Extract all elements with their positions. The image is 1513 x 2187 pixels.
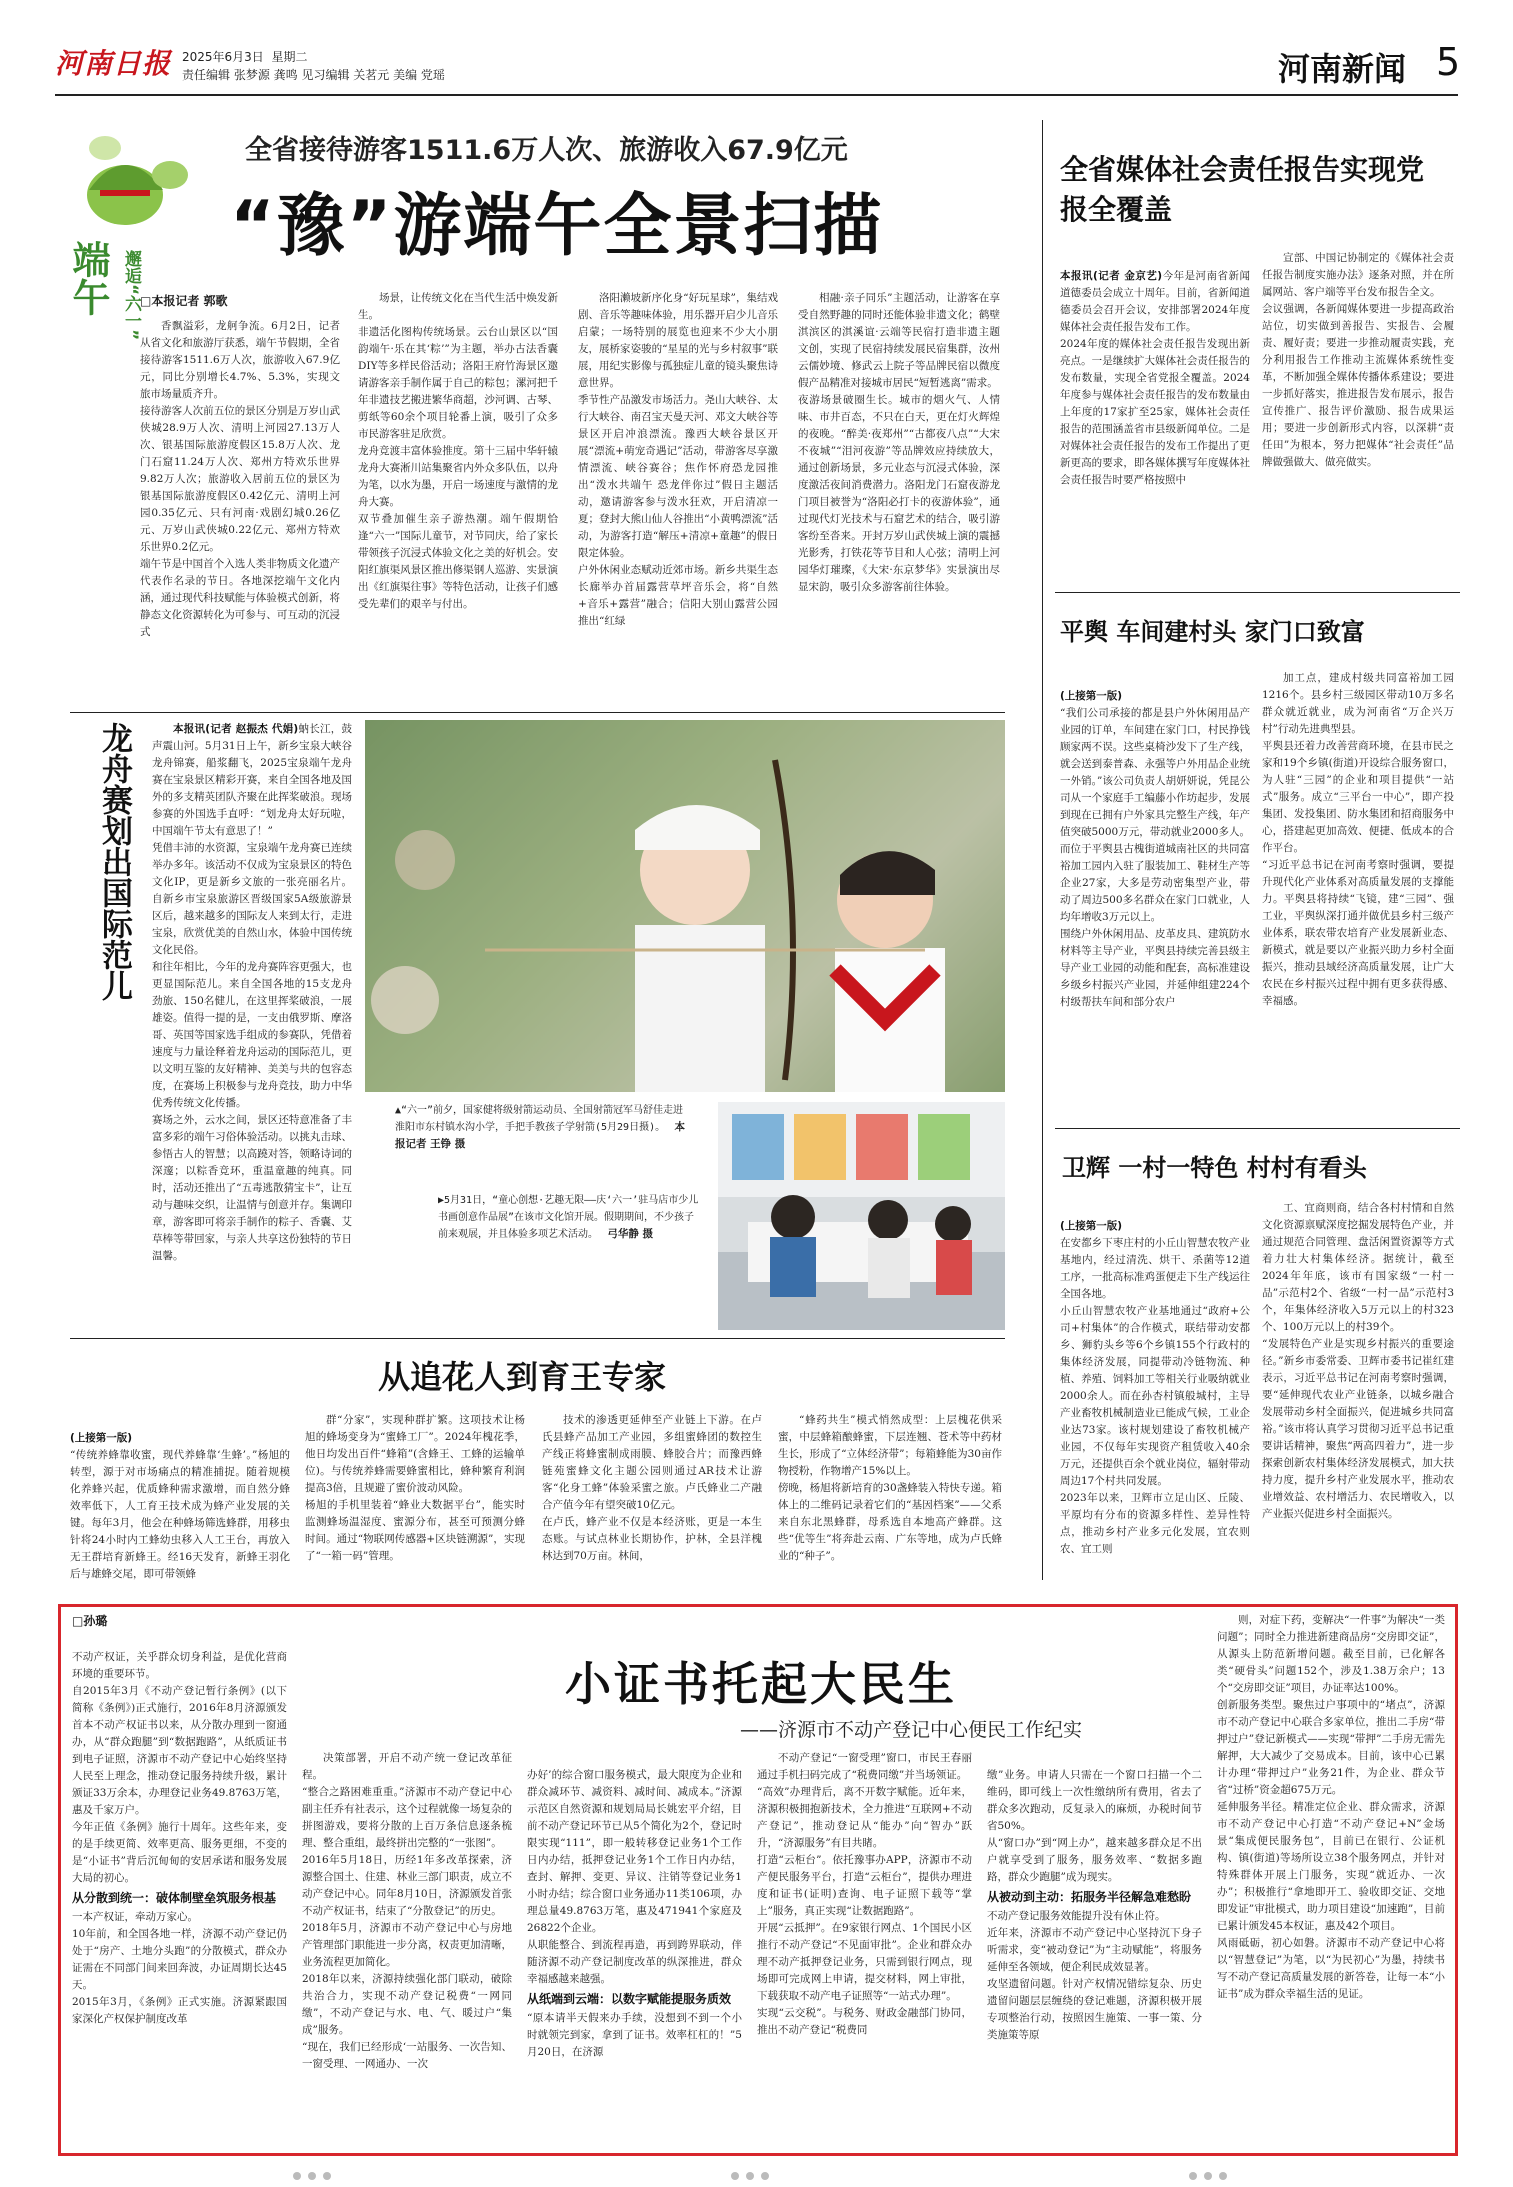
issue-date (182, 48, 307, 65)
lead-byline: □本报记者 郭歌 (140, 294, 228, 308)
media-column-1 (1060, 250, 1250, 582)
license-col1-text: 不动产权证，关乎群众切身利益，是优化营商环境的重要环节。 自2015年3月《不动产登记暂行条例》(以下简称《条例》)正式施行，2016年8月济源颁发首本不动产权证书以来，从分散办理到一窗通办，从“群众跑腿”到“数据跑路”，从纸质证书到电子证照，济源市不动产登记中心始终坚持人民至上理念，推动登记服务持续升级，累计颁证33万余本，办理登记业务49.8763万笔，惠及千家万户。 今年正值《条例》施行十周年。这些年来，变的是手续更简、效率更高、服务更细，不变的是“小证书”背后沉甸甸的安居承诺和服务发展大局的初心。 (72, 1651, 287, 1884)
license-column-6: 则，对症下药，变解决“一件事”为解决“一类问题”；同时全力推进新建商品房“交房即交证”，从源头上防范新增问题。截至目前，已化解各类“硬骨头”问题152个，涉及1.38万余户；13个“交房即交证”项目，办证率达100%。 创新服务类型。聚焦过户事项中的“堵点”，济源市不动产登记中心联合多家单位，推出二手房“带押过户”登记新模式——实现“带押”二手房无需先解押，大大减少了交易成本。目前，该中心已累计办理“带押过户”业务21件，为企业、群众节省“过桥”资金超675万元。 延伸服务半径。精准定位企业、群众需求，济源市不动产登记中心打造“不动产登记+N”金场景“集成便民服务包”，目前已在银行、公证机构、镇(街道)等场所设立38个服务网点，并针对特殊群体开展上门服务，实现“就近办、一次办”；积极推行“拿地即开工、验收即交证、交地即发证”审批模式，助力项目建设“加速跑”，目前已累计颁发45本权证，惠及42个项目。 风雨砥砺，初心如磐。济源市不动产登记中心将以“智慧登记”为笔，以“为民初心”为墨，持续书写不动产登记高质量发展的新答卷，让每一本“小证书”成为群众幸福生活的见证。 (1217, 1614, 1445, 2000)
lead-column-1: 香飘溢彩，龙舸争流。6月2日，记者从省文化和旅游厅获悉，端午节假期，全省接待游客1511.6万人次，旅游收入67.9亿元，同比分别增长4.7%、5.3%，实现文旅市场量质齐升。 接待游客人次前五位的景区分别是万岁山武侠城28.9万人次、清明上河园27.13万人次、银基国际旅游度假区15.8万人次、龙门石窟11.24万人次、郑州方特欢乐世界9.82万人次；旅游收入居前五位的景区为银基国际旅游度假区0.42亿元、清明上河园0.35亿元、只有河南·戏剧幻城0.26亿元、万岁山武侠城0.22亿元、郑州方特欢乐世界0.2亿元。 端午节是中国首个入选人类非物质文化遗产代表作名录的节日。各地深挖端午文化内涵，通过现代科技赋能与体验模式创新，将静态文化资源转化为可参与、可互动的沉浸式 (140, 320, 340, 638)
media-byline: 本报讯(记者 金京艺) (1060, 270, 1163, 282)
exhibition-photo (718, 1102, 1005, 1330)
flower-column-3: 技术的渗透更延伸至产业链上下游。在卢氏县蜂产品加工产业园，多组蜜蜂团的数控生产线正将蜂蜜制成雨膜、蜂胶合片；而豫西蜂链苑蜜蜂文化主题公园则通过AR技术让游客“化身工蜂”体验采蜜之旅。卢氏蜂业二产融合产值今年有望突破10亿元。 在卢氏，蜂产业不仅是本经济账，更是一本生态账。与试点林业长期协作，护林，全县洋槐林达到70万亩。林间， (542, 1414, 762, 1562)
lead-column-3: 洛阳濑坡新序化身“好玩星球”，集结戏剧、音乐等趣味体验，用乐器开启少儿音乐启蒙；一场特别的展览也迎来不少大小朋友，展桥家姿骏的“星星的光与乡村叙事”联展，用纪实影像与孤独症儿童的镜头聚焦诗意世界。 季节性产品激发市场活力。尧山大峡谷、太行大峡谷、南召宝天曼天河、邓文大峡谷等景区开启冲浪漂流。豫西大峡谷景区开展“漂流+萌宠奇遇记”活动，带游客尽享激情漂流、峡谷赛谷；焦作怀府恐龙园推出“泼水共端午 恐龙伴你过”假日主题活动，邀请游客参与泼水狂欢，开启清凉一夏；登封大熊山仙人谷推出“小黄鸭漂流”活动，为游客打造“解压+清凉+童趣”的假日限定体验。 户外休闲业态赋动近郊市场。新乡共渠生态长廊举办首届露营草坪音乐会，将“自然+音乐+露营”融合；信阳大别山露营公园推出“红绿 (578, 292, 778, 627)
license-column-3 (527, 1750, 742, 2150)
flower-column-2: 群“分家”，实现种群扩繁。这项技术让杨旭的蜂场变身为“蜜蜂工厂”。2024年槐花季，他日均发出百件“蜂箱”(含蜂王、工蜂的运输单位)。与传统养蜂需要蜂蜜相比，蜂种繁育利润提高3倍，且规避了蜜价波动风险。 杨旭的手机里装着“蜂业大数据平台”，能实时监测蜂场温湿度、蜜源分布，甚至可预测分蜂时间。通过“物联网传感器+区块链溯源”，实现了“一箱一码”管理。 (305, 1414, 525, 1562)
right-col-divider (1042, 120, 1043, 1580)
festival-side-subtitle: 邂逅“六一” (121, 250, 141, 341)
archery-caption-text: ▲“六一”前夕，国家健将级射箭运动员、全国射箭冠军马舒佳走进淮阳市东村镇水沟小学，手把手教孩子学射箭(5月29日摄)。 (395, 1105, 684, 1133)
lead-headline: “豫”游端午全景扫描 (230, 187, 884, 266)
license-column-1 (72, 1632, 287, 2150)
lead-column-4: 相融·亲子同乐”主题活动，让游客在享受自然野趣的同时还能体验非遗文化；鹤壁淇滨区的淇溪谊·云端等民宿打造非遗主题文创，实现了民宿持续发展民宿集群，汝州云儒妙境、修武云上院子等品牌民宿以微度假产品精准对接城市居民“短暂逃离”需求。 夜游场景破圈生长。城市的烟火气、人情味、市井百态，不只在白天，更在灯火辉煌的夜晚。“醉美·夜郑州”“古都夜八点”“大宋不夜城”“泪河夜游”等品牌效应持续放大，通过创新场景，多元业态与沉浸式体验，深度激活夜间消费潜力。洛阳龙门石窟夜游龙门项目被誉为“洛阳必打卡的夜游体验”，通过现代灯光技术与石窟艺术的结合，吸引游客纷至沓来。开封万岁山武侠城上演的震撼光影秀，打铁花等节目和人心弦；清明上河园华灯璀璨，《大宋·东京梦华》实景演出尽显宋韵，吸引众多游客前往体验。 (798, 292, 1000, 593)
media-headline: 全省媒体社会责任报告实现党报全覆盖 (1060, 153, 1425, 226)
lead-column-2: 场景，让传统文化在当代生活中焕发新生。 非遗活化图构传统场景。云台山景区以“国韵端午·乐在其‘粽’”为主题，举办古法香囊DIY等多样民俗活动；洛阳王府竹海景区邀请游客亲手制作属于自己的粽包；漯河把千年非遗技艺搬进繁华商超，沙河调、古琴、剪纸等60余个项目轮番上演，吸引了众多市民游客驻足欣赏。 龙舟竞渡丰富体验推度。第十三届中华轩辕龙舟大赛淅川站集聚省内外众多队伍，以舟为笔，以水为墨，开启一场速度与激情的龙舟大赛。 双节叠加催生亲子游热潮。端午假期恰逢“六一”国际儿童节，对节同庆，给了家长带领孩子沉浸式体验文化之美的好机会。安阳红旗渠风景区推出修渠钢人巡游、实景演出《红旗渠往事》等特色活动，让孩子们感受先辈们的艰辛与付出。 (358, 292, 558, 610)
license-col3-text: 办好’的综合窗口服务模式，最大限度为企业和群众减环节、减资料、减时间、减成本。”济源示范区自然资源和规划局局长姚宏平介绍，目前不动产登记环节已从5个简化为2个，登记时限实现“111”，即一般转移登记业务1个工作日内办结，抵押登记业务1个工作日内办结，查封、解押、变更、异议、注销等登记业务1小时办结；综合窗口业务通办11类106项，办理总量49.8763万笔，惠及471941个家庭及26822个企业。 从职能整合、到流程再造，再到跨界联动，伴随济源不动产登记制度改革的纵深推进，群众幸福感越来越强。 (527, 1769, 742, 1985)
exhibition-caption (438, 1192, 702, 1243)
lead-bottom-rule (70, 712, 1005, 713)
flower-column-4: “蜂药共生”模式悄然成型：上层槐花供采蜜，中层蜂箱酿蜂蜜，下层连翘、苍术等中药材生长，形成了“立体经济带”；每箱蜂能为30亩作物授粉，作物增产15%以上。 傍晚，杨旭将新培育的30盏蜂装入特快专递。箱体上的二维码记录着它们的“基因档案”——父系来自东北黑蜂群，母系选自本地高产蜂群。这些“优等生”将奔赴云南、广东等地，成为卢氏蜂业的“种子”。 (778, 1414, 1002, 1562)
date-text: 2025年6月3日 (182, 50, 264, 64)
editors-line: 责任编辑 张梦源 龚鸣 见习编辑 关茗元 美编 党瑶 (182, 68, 445, 82)
pingyu-bottom-rule (1055, 1128, 1460, 1129)
masthead-rule (55, 94, 1458, 96)
weekday-text: 星期二 (271, 50, 308, 64)
flower-tag: (上接第一版) (70, 1432, 133, 1444)
exhibition-caption-text: ▶5月31日，“童心创想·艺趣无限——庆‘六一’驻马店市少儿书画创意作品展”在该市文化馆开展。假期期间，不少孩子前来观展，并且体验多项艺术活动。 (438, 1195, 699, 1240)
pingyu-headline: 平舆 车间建村头 家门口致富 (1060, 618, 1365, 646)
festival-illustration (75, 120, 195, 230)
weihui-col1-text: 在安都乡下枣庄村的小丘山智慧农牧产业基地内，经过清洗、烘干、杀菌等12道工序，一批高标准鸡蛋便走下生产线运往全国各地。 小丘山智慧农牧产业基地通过“政府+公司+村集体”的合作模式，联结带动安都乡、狮豹头乡等6个乡镇155个行政村的集体经济发展，同提带动冷链物流、种植、养殖、饲料加工等相关行业吸纳就业2000余人。而在孙杏村镇般城村，主导产业畜牧机械制造业已能成气候，工业企业达73家。该村规划建设了畜牧机械产业园，不仅每年实现资产租赁收入40余万元，还提供百余个就业岗位，辐射带动周边17个村共同发展。 2023年以来，卫辉市立足山区、丘陵、平原均有分布的资源多样性、差异性特点，推动乡村产业多元化发展，宜农则农、宜工则 (1060, 1237, 1250, 1555)
weihui-column-1 (1060, 1200, 1250, 1580)
dragon-body (152, 720, 352, 1330)
license-col3b-text: “原本请半天假来办手续，没想到不到一个小时就领完到家，拿到了证书。效率杠杠的！”5月20日，在济源 (527, 2012, 742, 2058)
footer-dots-right (1188, 2166, 1238, 2176)
section-name: 河南新闻 (1278, 50, 1407, 88)
dragon-text: 蚋长江，鼓声震山河。5月31日上午，新乡宝泉大峡谷龙舟锦赛，船浆翻飞，2025宝泉端午龙舟赛在宝泉景区精彩开赛，来自全国各地及国外的多支精英团队齐聚在此挥桨破浪。现场参赛的外国选手直呼：“划龙舟太好玩啦，中国端午节太有意思了！” 凭借丰沛的水资源，宝泉端午龙舟赛已连续举办多年。该活动不仅成为宝泉景区的特色文化IP，更是新乡文旅的一张亮丽名片。自新乡市宝泉旅游区晋级国家5A级旅游景区后，越来越多的国际友人来到太行，走进宝泉，欣赏优美的自然山水，体验中国传统文化民俗。 和往年相比，今年的龙舟赛阵容更强大，也更显国际范儿。来自全国各地的15支龙舟劲旅、150名健儿，在这里挥桨破浪，一展雄姿。值得一提的是，一支由俄罗斯、摩洛哥、英国等国家选手组成的参赛队，凭借着速度与力量诠释着龙舟运动的国际范儿，更以文明互鉴的友好精神、美美与共的包容态度，在赛场上积极参与龙舟竞技，助力中华优秀传统文化传播。 赛场之外，云水之间，景区还特意准备了丰富多彩的端午习俗体验活动。以挑丸击球、参悟古人的智慧；以高蹺对答，领略诗词的深邃；以粽香竞环，重温童趣的纯真。同时，活动还推出了“五毒逃散猜宝卡”，让互动与趣味交织，让温情与创意并存。集调印章，游客即可将亲手制作的粽子、香囊、艾草棒等带回家，与亲人共享这份独特的节日温馨。 (152, 723, 352, 1262)
weihui-column-2: 工、宜商则商，结合各村村情和自然文化资源禀赋深度挖掘发展特色产业，并通过规范合同管理、盘活闲置资源等方式着力壮大村集体经济。据统计，截至2024年年底，该市有国家级“一村一品”示范村2个、省级“一村一品”示范村3个，年集体经济收入5万元以上的村323个、100万元以上的村39个。 “发展特色产业是实现乡村振兴的重要途径。”新乡市委常委、卫辉市委书记崔红建表示，习近平总书记在河南考察时强调，要“延伸现代农业产业链条，以城乡融合发展带动乡村全面振兴，促进城乡共同富裕。”该市将认真学习贯彻习近平总书记重要讲话精神，聚焦“两高四着力”，进一步探索创新农村集体经济发展模式，加大扶持力度，提升乡村产业发展水平，推动农业增效益、农村增活力、农民增收入，以产业振兴促进乡村全面振兴。 (1262, 1202, 1454, 1520)
flower-column-1 (70, 1412, 290, 1580)
masthead (0, 0, 1513, 92)
license-subhead-1: 从分散到统一：破体制壁垒筑服务根基 (72, 1891, 277, 1905)
dragon-byline: 本报讯(记者 赵振杰 代娟) (173, 723, 299, 735)
media-bottom-rule (1055, 592, 1460, 593)
footer-dots-center (730, 2166, 780, 2176)
festival-side-title: 端午 (66, 240, 110, 316)
flower-col1-text: “传统养蜂靠收蜜，现代养蜂靠‘生蜂’。”杨旭的转型，源于对市场痛点的精准捕捉。随着规模化养蜂兴起，优质蜂种需求激增，而自然分蜂效率低下，人工育王技术成为蜂产业发展的关键。每年3月，他会在种蜂场筛选蜂群，用移虫针将24小时内工蜂幼虫移入人工王台，再放入无王群培育新蜂王。经16天发育，新蜂王羽化后与雄蜂交尾，即可带领蜂 (70, 1449, 290, 1580)
mid-rule-left (70, 1338, 1005, 1339)
pingyu-col1-text: “我们公司承接的都是县户外休闲用品产业园的订单，车间建在家门口，村民挣钱顾家两不误。这些桌椅沙发下了生产线，就会送到泰普森、永强等户外用品企业统一外销。”该公司负责人胡妍妍说，凭昆公司从一个家庭手工编藤小作坊起步，发展到现在已拥有户外家具完整生产线，年产值突破5000万元，带动就业2000多人。 而位于平舆县古槐街道城南社区的共同富裕加工园内入驻了服装加工、鞋材生产等企业27家，大多是劳动密集型产业，带动了周边500多名群众在家门口就业，人均年增收3万元以上。 围绕户外休闲用品、皮革皮具、建筑防水材料等主导产业，平舆县持续完善县级主导产业工业园的动能和配套，高标准建设乡级乡村振兴产业园，并延伸组建224个村级帮扶车间和部分农户 (1060, 707, 1250, 1008)
license-col5-text: 缴”业务。申请人只需在一个窗口扫描一个二维码，即可线上一次性缴纳所有费用，省去了群众多次跑动，反复录入的麻烦，办税时间节省50%。 从“窗口办”到“网上办”，越来越多群众足不出户就享受到了服务，服务效率、“数据多跑路，群众少跑腿”成为现实。 (987, 1769, 1202, 1883)
license-col1b-text: 一本产权证，牵动万家心。 10年前，和全国各地一样，济源不动产登记仍处于“房产、土地分头跑”的分散模式，群众办证需在不同部门间来回奔波，办证周期长达45天。 2015年3月，《条例》正式实施。济源紧跟国家深化产权保护制度改革 (72, 1911, 287, 2025)
media-col1-text: 今年是河南省新闻道德委员会成立十周年。目前，省新闻道德委员会召开会议，安排部署2024年度媒体社会责任报告发布工作。 2024年度的媒体社会责任报告发现出新亮点。一是继续扩大媒体社会责任报告的发布数量，实现全省党报全覆盖。2024年度参与媒体社会责任报告的发布数量由上年度的17家扩至25家，媒体社会责任报告的范围涵盖省市县级新闻单位。二是对媒体社会责任报告的发布工作提出了更新更高的要求，即各媒体撰写年度媒体社会责任报告时要严格按照中 (1060, 270, 1250, 486)
license-subhead-3: 从被动到主动：拓服务半径解急难愁盼 (987, 1890, 1192, 1904)
dragon-headline: 龙舟赛划出国际范儿 (96, 722, 132, 1001)
pingyu-column-2: 加工点，建成村级共同富裕加工园1216个。县乡村三级园区带动10万多名群众就近就业，成为河南省“万企兴万村”行动先进典型县。 平舆县还着力改善营商环境，在县市民之家和19个乡镇(街道)开设综合服务窗口，为人驻“三园”的企业和项目提供“一站式”服务。成立“三平台一中心”，即产投集团、发投集团、防水集团和招商服务中心，搭建起更加高效、便捷、低成本的合作平台。 “习近平总书记在河南考察时强调，要提升现代化产业体系对高质量发展的支撑能力。平舆县将持续“飞镜，建“三园”、强工业，平舆纵深打通并做优县乡村三级产业体系，联农带农培育产业发展新业态、新模式，就是要以产业振兴助力乡村全面振兴，推动县域经济高质量发展，让广大农民在乡村振兴过程中拥有更多获得感、幸福感。 (1262, 672, 1454, 1007)
archery-caption (395, 1102, 685, 1153)
pingyu-tag: (上接第一版) (1060, 690, 1123, 702)
exhibition-credit: 弓华静 摄 (607, 1228, 653, 1240)
media-column-2: 宣部、中国记协制定的《媒体社会责任报告制度实施办法》逐条对照，并在所属网站、客户端等平台发布报告全文。 会议强调，各新闻媒体要进一步提高政治站位，切实做到善报告、实报告、会履责、履好责；要进一步推动履责实践，充分利用报告工作推动主流媒体系统性变革，不断加强全媒体传播体系建设；要进一步抓好落实，推进报告发布展示，报告宣传推广、报告评价激励、报告成果运用；要进一步创新形式内容，以深耕“责任田”为根本，努力把媒体“社会责任”品牌做强做大、做亮做实。 (1262, 252, 1454, 468)
weihui-headline: 卫辉 一村一特色 村村有看头 (1062, 1154, 1367, 1182)
page-number: 5 (1436, 40, 1461, 84)
flower-headline: 从追花人到育王专家 (378, 1358, 667, 1396)
archery-credit: 本报记者 王铮 摄 (395, 1121, 685, 1150)
license-byline: □孙璐 (72, 1614, 108, 1628)
license-subtitle: ——济源市不动产登记中心便民工作纪实 (740, 1719, 1083, 1741)
license-column-4: 不动产登记“一窗受理”窗口，市民王春丽通过手机扫码完成了“税费同缴”并当场领证。 “高效”办理背后，离不开数字赋能。近年来，济源积极拥抱新技术，全力推进“互联网+不动产登记”，推动登记从“能办”向“智办”跃升，“济源服务”有目共睹。 打造“云柜台”。依托豫事办APP，济源市不动产便民服务平台，打造“云柜台”，提供办理进度和证书(证明)查询、电子证照下载等“掌上”服务，真正实现“让数据跑路”。 开展“云抵押”。在9家银行网点、1个国民小区推行不动产登记“不见面审批”。企业和群众办理不动产抵押登记业务，只需到银行网点，现场即可完成网上申请，提交材料，网上审批，下载获取不动产电子证照等“一站式办理”。 实现“云交税”。与税务、财政金融部门协同，推出不动产登记“税费同 (757, 1752, 972, 2036)
newspaper-logo: 河南日报 (55, 47, 172, 80)
archery-photo (365, 720, 1005, 1092)
weihui-tag: (上接第一版) (1060, 1220, 1123, 1232)
license-col5b-text: 不动产登记服务效能提升没有休止符。 近年来，济源市不动产登记中心坚持沉下身子听需求，变“被动登记”为“主动赋能”，将服务延伸至各领域，便企利民成效显著。 攻坚遗留问题。针对产权情况错综复杂、历史遗留问题层层缠绕的登记难题，济源积极开展专项整治行动，按照因生施策、一事一策、分类施策等原 (987, 1910, 1202, 2041)
pingyu-column-1 (1060, 670, 1250, 1166)
footer-dots-left (292, 2166, 342, 2176)
license-column-2: 决策部署，开启不动产统一登记改革征程。 “整合之路困难重重。”济源市不动产登记中心副主任乔有社表示，这个过程就像一场复杂的拼图游戏，要将分散的上百万条信息逐条梳理、整合重组，最终拼出完整的“一张图”。 2016年5月18日，历经1年多改革探索，济源整合国土、住建、林业三部门职责，成立不动产登记中心。同年8月10日，济源颁发首张不动产权证书，结束了“分散登记”的历史。 2018年5月，济源市不动产登记中心与房地产管理部门职能进一步分离，权责更加清晰，业务流程更加简化。 2018年以来，济源持续强化部门联动，破除共治合力，实现不动产登记税费“一网同缴”，不动产登记与水、电、气、暖过户“集成”服务。 “现在，我们已经形成‘一站服务、一次告知、一窗受理、一网通办、一次 (302, 1752, 512, 2070)
license-headline: 小证书托起大民生 (565, 1657, 957, 1711)
license-column-5 (987, 1750, 1202, 2150)
license-subhead-2: 从纸端到云端：以数字赋能提服务质效 (527, 1992, 732, 2006)
lead-kicker: 全省接待游客1511.6万人次、旅游收入67.9亿元 (245, 135, 848, 166)
